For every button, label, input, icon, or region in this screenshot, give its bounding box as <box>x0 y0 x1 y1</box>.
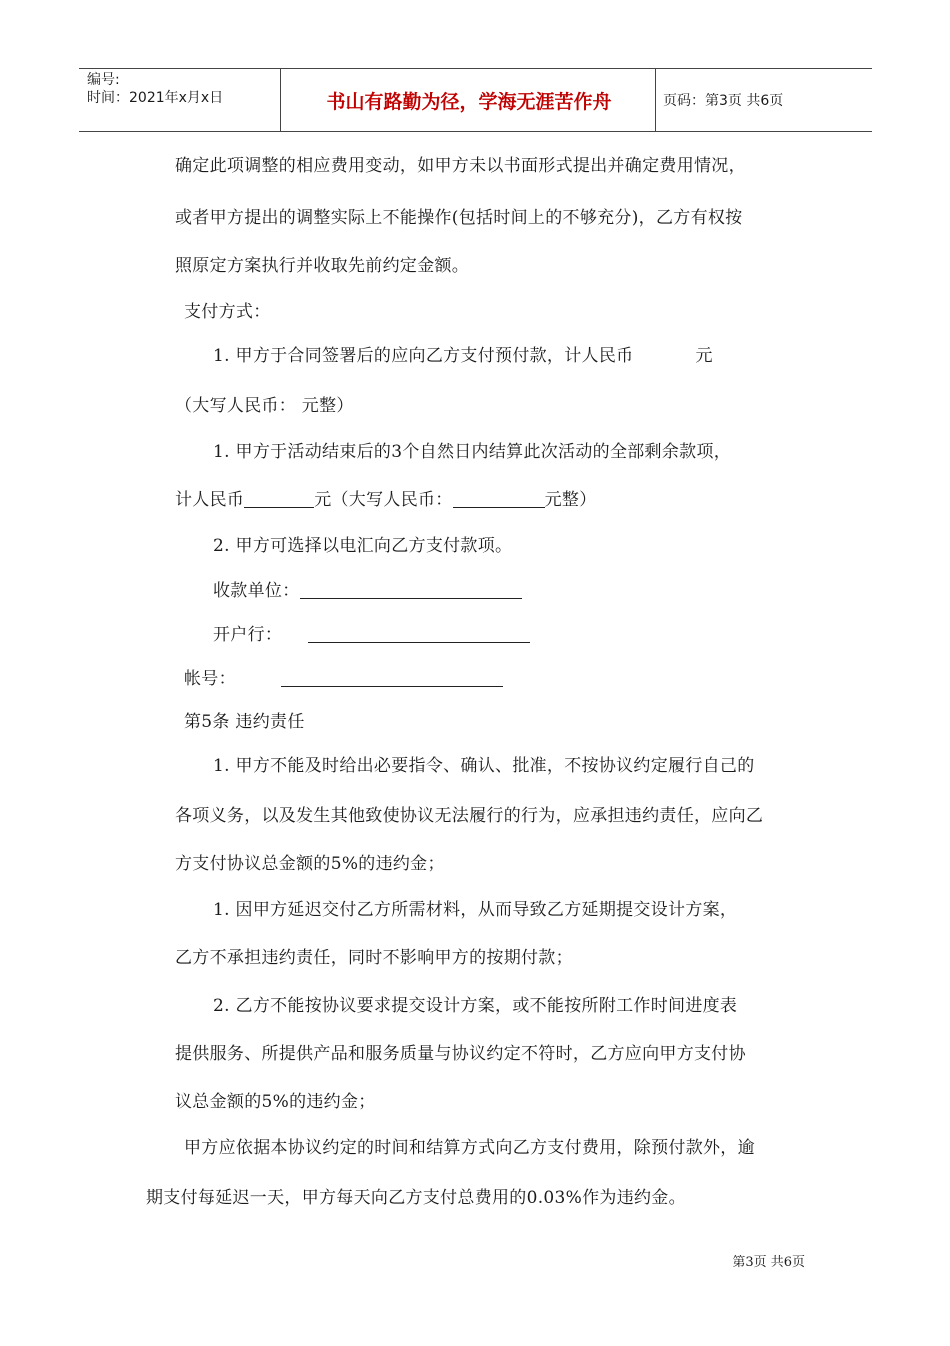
paragraph-line: 方支付协议总金额的5%的违约金； <box>175 854 445 874</box>
paragraph-line: （大写人民币： 元整） <box>175 396 354 416</box>
paragraph-line <box>175 489 597 511</box>
article-heading: 第5条 违约责任 <box>184 712 305 732</box>
payee-label: 收款单位： <box>213 581 300 601</box>
paragraph-line: 提供服务、所提供产品和服务质量与协议约定不符时，乙方应向甲方支付协 <box>175 1044 746 1064</box>
payee-row <box>213 580 522 602</box>
amount-blank <box>244 491 314 508</box>
paragraph-line: 2. 乙方不能按协议要求提交设计方案，或不能按所附工作时间进度表 <box>213 996 738 1016</box>
bank-blank <box>308 626 530 643</box>
header-motto: 书山有路勤为径，学海无涯苦作舟 <box>326 91 612 113</box>
paragraph-line: 乙方不承担违约责任，同时不影响甲方的按期付款； <box>175 948 573 968</box>
bank-label: 开户行： <box>213 625 283 645</box>
doc-number-label: 编号: <box>87 72 120 88</box>
paragraph-line: 议总金额的5%的违约金； <box>175 1092 376 1112</box>
paragraph-line: 甲方应依据本协议约定的时间和结算方式向乙方支付费用，除预付款外，逾 <box>184 1138 755 1158</box>
account-blank <box>281 670 503 687</box>
amount-caps-blank <box>453 491 545 508</box>
payee-blank <box>300 582 522 599</box>
paragraph-line: 1. 因甲方延迟交付乙方所需材料，从而导致乙方延期提交设计方案， <box>213 900 738 920</box>
paragraph-line: 期支付每延迟一天，甲方每天向乙方支付总费用的0.03%作为违约金。 <box>146 1188 686 1208</box>
account-label: 帐号： <box>184 669 236 689</box>
doc-time-label: 时间：2021年x月x日 <box>87 90 224 106</box>
currency-unit: 元 <box>695 346 713 366</box>
header-meta <box>87 71 223 107</box>
amount-caps-end: 元整） <box>544 490 597 510</box>
prepayment-text: 1. 甲方于合同签署后的应向乙方支付预付款，计人民币 <box>213 346 634 366</box>
account-row <box>184 668 503 690</box>
header-divider <box>280 69 281 131</box>
bank-row <box>213 624 530 646</box>
paragraph-line: 或者甲方提出的调整实际上不能操作(包括时间上的不够充分)，乙方有权按 <box>175 208 743 228</box>
paragraph-line: 2. 甲方可选择以电汇向乙方支付款项。 <box>213 536 513 556</box>
footer-page-number: 第3页 共6页 <box>732 1255 805 1270</box>
paragraph-line: 照原定方案执行并收取先前约定金额。 <box>175 256 470 276</box>
amount-label: 计人民币 <box>175 490 245 510</box>
paragraph-line: 各项义务，以及发生其他致使协议无法履行的行为，应承担违约责任，应向乙 <box>175 806 764 826</box>
section-heading: 支付方式： <box>184 302 271 322</box>
amount-caps-label: 元（大写人民币： <box>314 490 453 510</box>
page-header <box>79 68 872 132</box>
paragraph-line: 确定此项调整的相应费用变动，如甲方未以书面形式提出并确定费用情况， <box>175 156 746 176</box>
paragraph-line: 1. 甲方不能及时给出必要指令、确认、批准，不按协议约定履行自己的 <box>213 756 755 776</box>
paragraph-line <box>213 345 713 367</box>
header-page-number: 页码：第3页 共6页 <box>663 93 784 109</box>
paragraph-line: 1. 甲方于活动结束后的3个自然日内结算此次活动的全部剩余款项， <box>213 442 732 462</box>
